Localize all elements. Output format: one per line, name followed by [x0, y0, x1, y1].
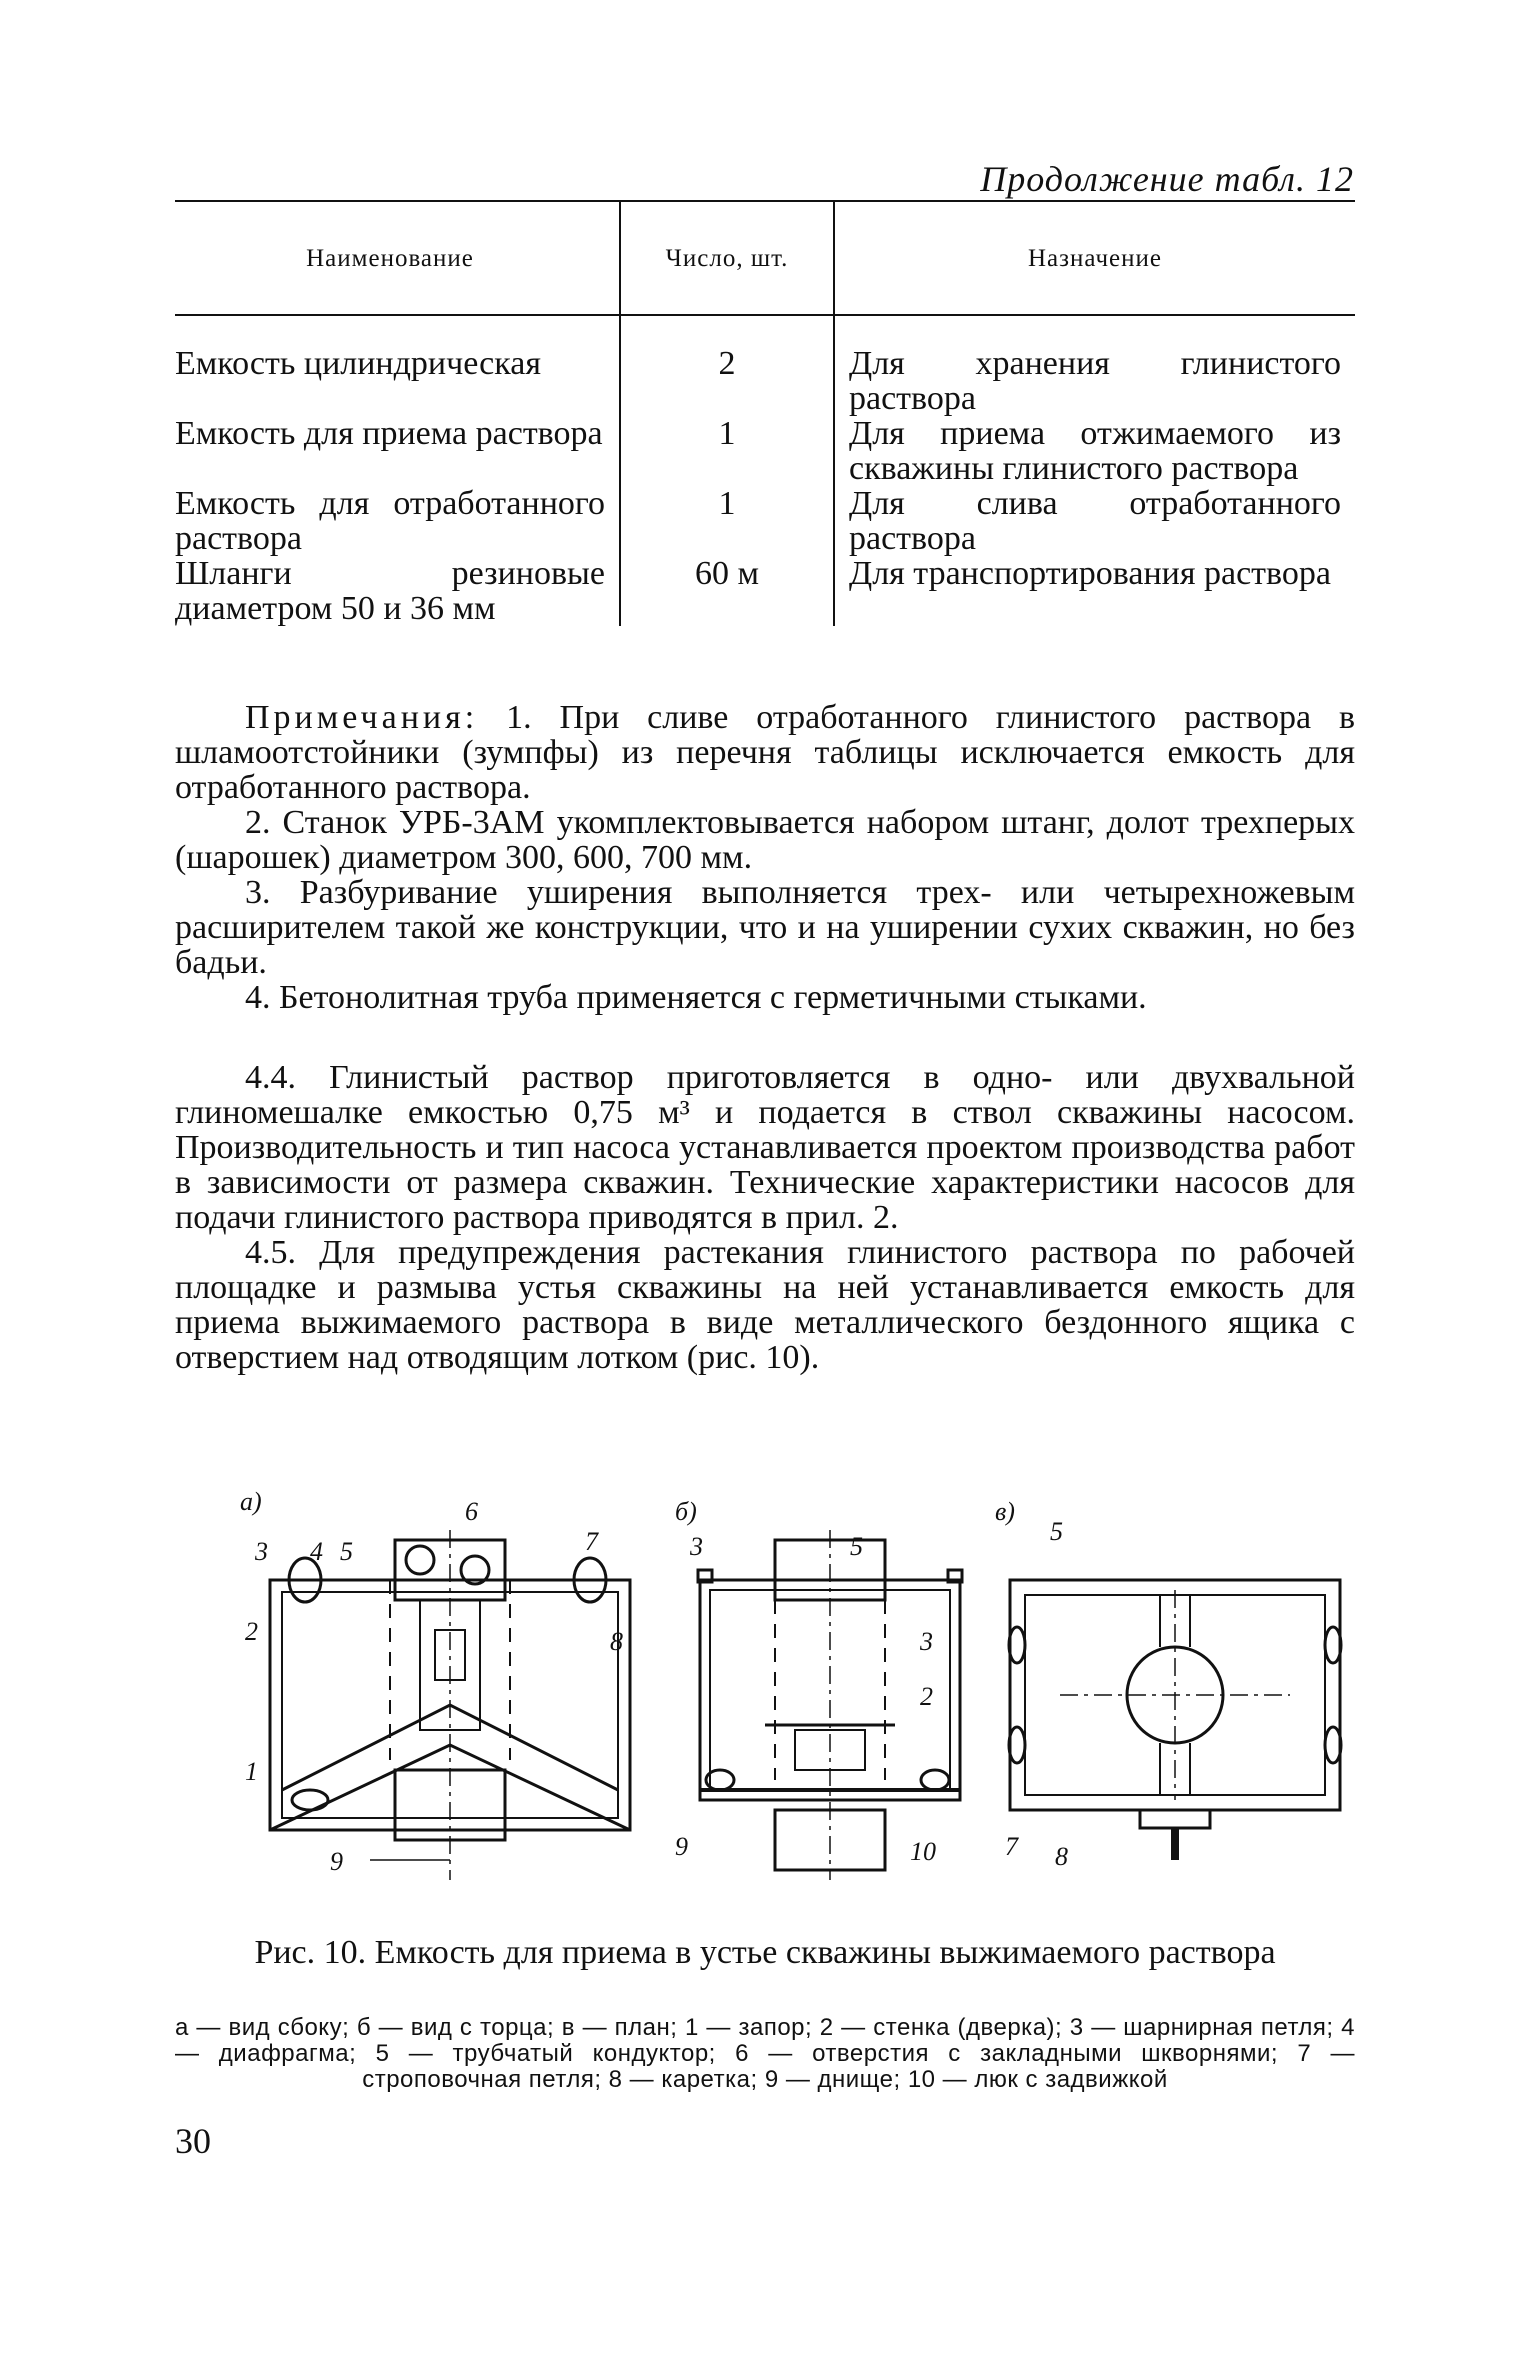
label-b-9: 9 [675, 1832, 688, 1861]
table-notes [175, 700, 1355, 1015]
figure-drawing [220, 1480, 1350, 1900]
label-a-8: 8 [610, 1627, 623, 1656]
note-3: 3. Разбуривание уширения выполняется трех- или четырехножевым расширителем такой же конструкции, что и на уширении сухих скважин, но без бадьи. [175, 874, 1355, 981]
cell-count: 1 [620, 486, 834, 556]
column-header-name: Наименование [175, 201, 620, 315]
label-c-7: 7 [1005, 1832, 1018, 1861]
cell-count: 2 [620, 315, 834, 416]
label-a-2: 2 [245, 1617, 258, 1646]
cell-count: 1 [620, 416, 834, 486]
note-1 [175, 700, 1355, 805]
table-row [175, 486, 1355, 556]
view-label-a: а) [240, 1487, 262, 1516]
figure-10 [220, 1480, 1350, 1900]
label-a-7: 7 [585, 1527, 598, 1556]
cell-purpose: Для транспортирования раствора [834, 556, 1355, 626]
page-number: 30 [175, 2121, 211, 2161]
table-row [175, 315, 1355, 416]
label-a-1: 1 [245, 1757, 258, 1786]
label-a-5: 5 [340, 1537, 353, 1566]
column-header-count: Число, шт. [620, 201, 834, 315]
equipment-table [175, 200, 1355, 626]
paragraph-4-5: 4.5. Для предупреждения растекания глинистого раствора по рабочей площадке и размыва устья скважины на ней устанавливается емкость для приема выжимаемого раствора в виде металлического бездонного ящика с отверстием над отводящим лотком (рис. 10). [175, 1234, 1355, 1376]
label-a-4: 4 [310, 1537, 323, 1566]
label-c-2: 2 [920, 1682, 933, 1711]
cell-name: Емкость для отработанного раствора [175, 485, 605, 557]
view-side [270, 1530, 630, 1880]
note-1-text: 1. При сливе отработанного глинистого раствора в шламоотстойники (зумпфы) из перечня таблицы исключается емкость для отработанного раствора. [175, 699, 1356, 806]
cell-count: 60 м [620, 556, 834, 626]
cell-purpose: Для слива отработанного раствора [834, 486, 1355, 556]
table-continuation-heading: Продолжение табл. 12 [980, 159, 1354, 199]
cell-purpose: Для приема отжимаемого из скважины глинистого раствора [834, 416, 1355, 486]
view-plan [1009, 1580, 1341, 1860]
figure-legend: а — вид сбоку; б — вид с торца; в — план; 1 — запор; 2 — стенка (дверка); 3 — шарнирная петля; 4 — диафрагма; 5 — трубчатый кондуктор; 6 — отверстия с закладными шкворнями; 7 — строповочная петля; 8 — каретка; 9 — днище; 10 — люк с задвижкой [175, 2014, 1355, 2093]
label-c-3: 3 [920, 1627, 933, 1656]
notes-label: Примечания: [245, 699, 479, 736]
label-b-10: 10 [910, 1837, 936, 1866]
label-c-5: 5 [1050, 1517, 1063, 1546]
body-text [175, 1060, 1355, 1375]
note-2: 2. Станок УРБ-3АМ укомплектовывается набором штанг, долот трехперых (шарошек) диаметром 300, 600, 700 мм. [175, 804, 1355, 876]
table-header-row [175, 201, 1355, 315]
label-b-3: 3 [690, 1532, 703, 1561]
column-header-purpose: Назначение [834, 201, 1355, 315]
paragraph-4-4: 4.4. Глинистый раствор приготовляется в одно- или двухвальной глиномешалке емкостью 0,75 м³ и подается в ствол скважины насосом. Производительность и тип насоса устанавливается проектом производства работ в зависимости от размера скважин. Технические характеристики насосов для подачи глинистого раствора приводятся в прил. 2. [175, 1059, 1355, 1236]
figure-caption: Рис. 10. Емкость для приема в устье скважины выжимаемого раствора [254, 1934, 1276, 1971]
label-b-5: 5 [850, 1532, 863, 1561]
label-a-6: 6 [465, 1497, 478, 1526]
view-label-b: б) [675, 1497, 697, 1526]
label-a-3: 3 [255, 1537, 268, 1566]
cell-name: Шланги резиновые диаметром 50 и 36 мм [175, 555, 605, 627]
view-label-c: в) [995, 1497, 1015, 1526]
table-row [175, 416, 1355, 486]
table-row [175, 556, 1355, 626]
label-c-8: 8 [1055, 1842, 1068, 1871]
cell-purpose: Для хранения глинистого раствора [834, 315, 1355, 416]
cell-name: Емкость цилиндрическая [175, 345, 541, 382]
label-a-9: 9 [330, 1847, 343, 1876]
note-4: 4. Бетонолитная труба применяется с герметичными стыками. [245, 979, 1147, 1016]
cell-name: Емкость для приема раствора [175, 415, 603, 452]
